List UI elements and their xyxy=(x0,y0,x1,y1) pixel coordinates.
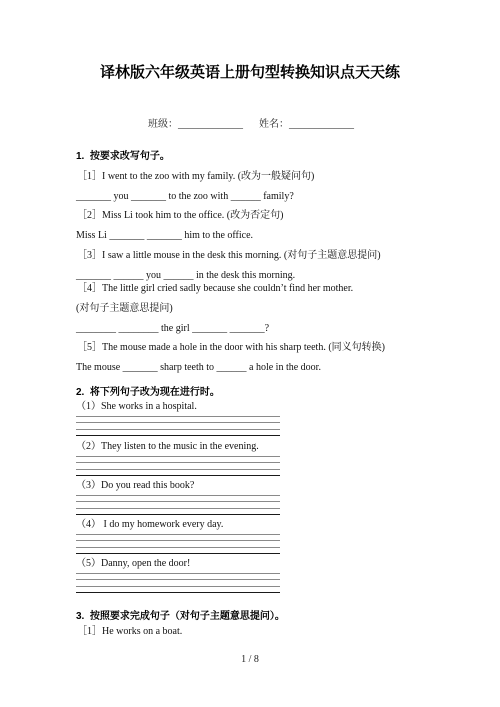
name-blank: _____________ xyxy=(289,119,354,130)
writing-line xyxy=(76,416,280,417)
writing-line xyxy=(76,469,280,470)
writing-line xyxy=(76,508,280,509)
writing-line xyxy=(76,475,280,476)
question-text: I do my homework every day. xyxy=(101,519,224,530)
class-blank: _____________ xyxy=(178,119,243,130)
answer-line: ________ ________ the girl _______ _______? xyxy=(76,323,270,334)
question-number: （4） xyxy=(76,519,101,530)
writing-line xyxy=(76,422,280,423)
question-text: I saw a little mouse in the desk this morning. (对句子主题意思提问) xyxy=(102,250,381,261)
question-text: Danny, open the door! xyxy=(101,558,191,569)
writing-line xyxy=(76,456,280,457)
answer-line: _______ you _______ to the zoo with ______ family? xyxy=(76,191,294,202)
question-number: ［5］ xyxy=(77,342,102,353)
question-number: （2） xyxy=(76,441,101,452)
question-text: He works on a boat. xyxy=(102,626,183,637)
question-instruction: (对句子主题意思提问) xyxy=(76,303,173,314)
question-prompt xyxy=(76,479,194,493)
question-number: ［1］ xyxy=(77,171,102,182)
writing-line xyxy=(76,495,280,496)
question-number: ［1］ xyxy=(77,626,102,637)
question-text: Do you read this book? xyxy=(101,480,195,491)
question-prompt xyxy=(77,170,314,184)
question-prompt xyxy=(76,400,197,414)
writing-line xyxy=(76,540,280,541)
question-number: （5） xyxy=(76,558,101,569)
writing-line xyxy=(76,592,280,593)
writing-line xyxy=(76,429,280,430)
student-info-row xyxy=(148,118,354,132)
question-number: ［4］ xyxy=(77,283,102,294)
section-3-heading: 3. 按照要求完成句子（对句子主题意思提问）。 xyxy=(76,611,285,622)
question-number: （1） xyxy=(76,401,101,412)
question-number: （3） xyxy=(76,480,101,491)
question-text: I went to the zoo with my family. (改为一般疑问句) xyxy=(102,171,315,182)
question-text: The little girl cried sadly because she couldn’t find her mother. xyxy=(102,283,354,294)
question-text: The mouse made a hole in the door with his sharp teeth. (同义句转换) xyxy=(102,342,385,353)
question-text: They listen to the music in the evening. xyxy=(101,441,259,452)
name-label: 姓名： xyxy=(259,119,289,130)
writing-line xyxy=(76,579,280,580)
writing-line xyxy=(76,547,280,548)
answer-line: _______ ______ you ______ in the desk this morning. xyxy=(76,270,296,281)
question-text: Miss Li took him to the office. (改为否定句) xyxy=(102,210,284,221)
writing-line xyxy=(76,462,280,463)
question-prompt xyxy=(76,440,259,454)
section-1-heading: 1. 按要求改写句子。 xyxy=(76,151,170,162)
question-prompt xyxy=(76,518,223,532)
writing-line xyxy=(76,435,280,436)
writing-line xyxy=(76,553,280,554)
question-prompt xyxy=(76,557,190,571)
question-text: She works in a hospital. xyxy=(101,401,197,412)
question-prompt xyxy=(77,249,381,263)
answer-line: The mouse _______ sharp teeth to ______ a hole in the door. xyxy=(76,362,321,373)
page-number: 1 / 8 xyxy=(241,654,259,665)
question-prompt xyxy=(77,282,353,296)
writing-line xyxy=(76,573,280,574)
question-number: ［3］ xyxy=(77,250,102,261)
worksheet-title: 译林版六年级英语上册句型转换知识点天天练 xyxy=(99,64,400,81)
writing-line xyxy=(76,501,280,502)
section-2-heading: 2. 将下列句子改为现在进行时。 xyxy=(76,387,220,398)
answer-line: Miss Li _______ _______ him to the office. xyxy=(76,230,254,241)
question-prompt xyxy=(77,209,283,223)
class-label: 班级： xyxy=(148,119,178,130)
question-prompt xyxy=(77,625,182,639)
writing-line xyxy=(76,586,280,587)
question-number: ［2］ xyxy=(77,210,102,221)
writing-line xyxy=(76,514,280,515)
question-prompt xyxy=(77,341,385,355)
writing-line xyxy=(76,534,280,535)
